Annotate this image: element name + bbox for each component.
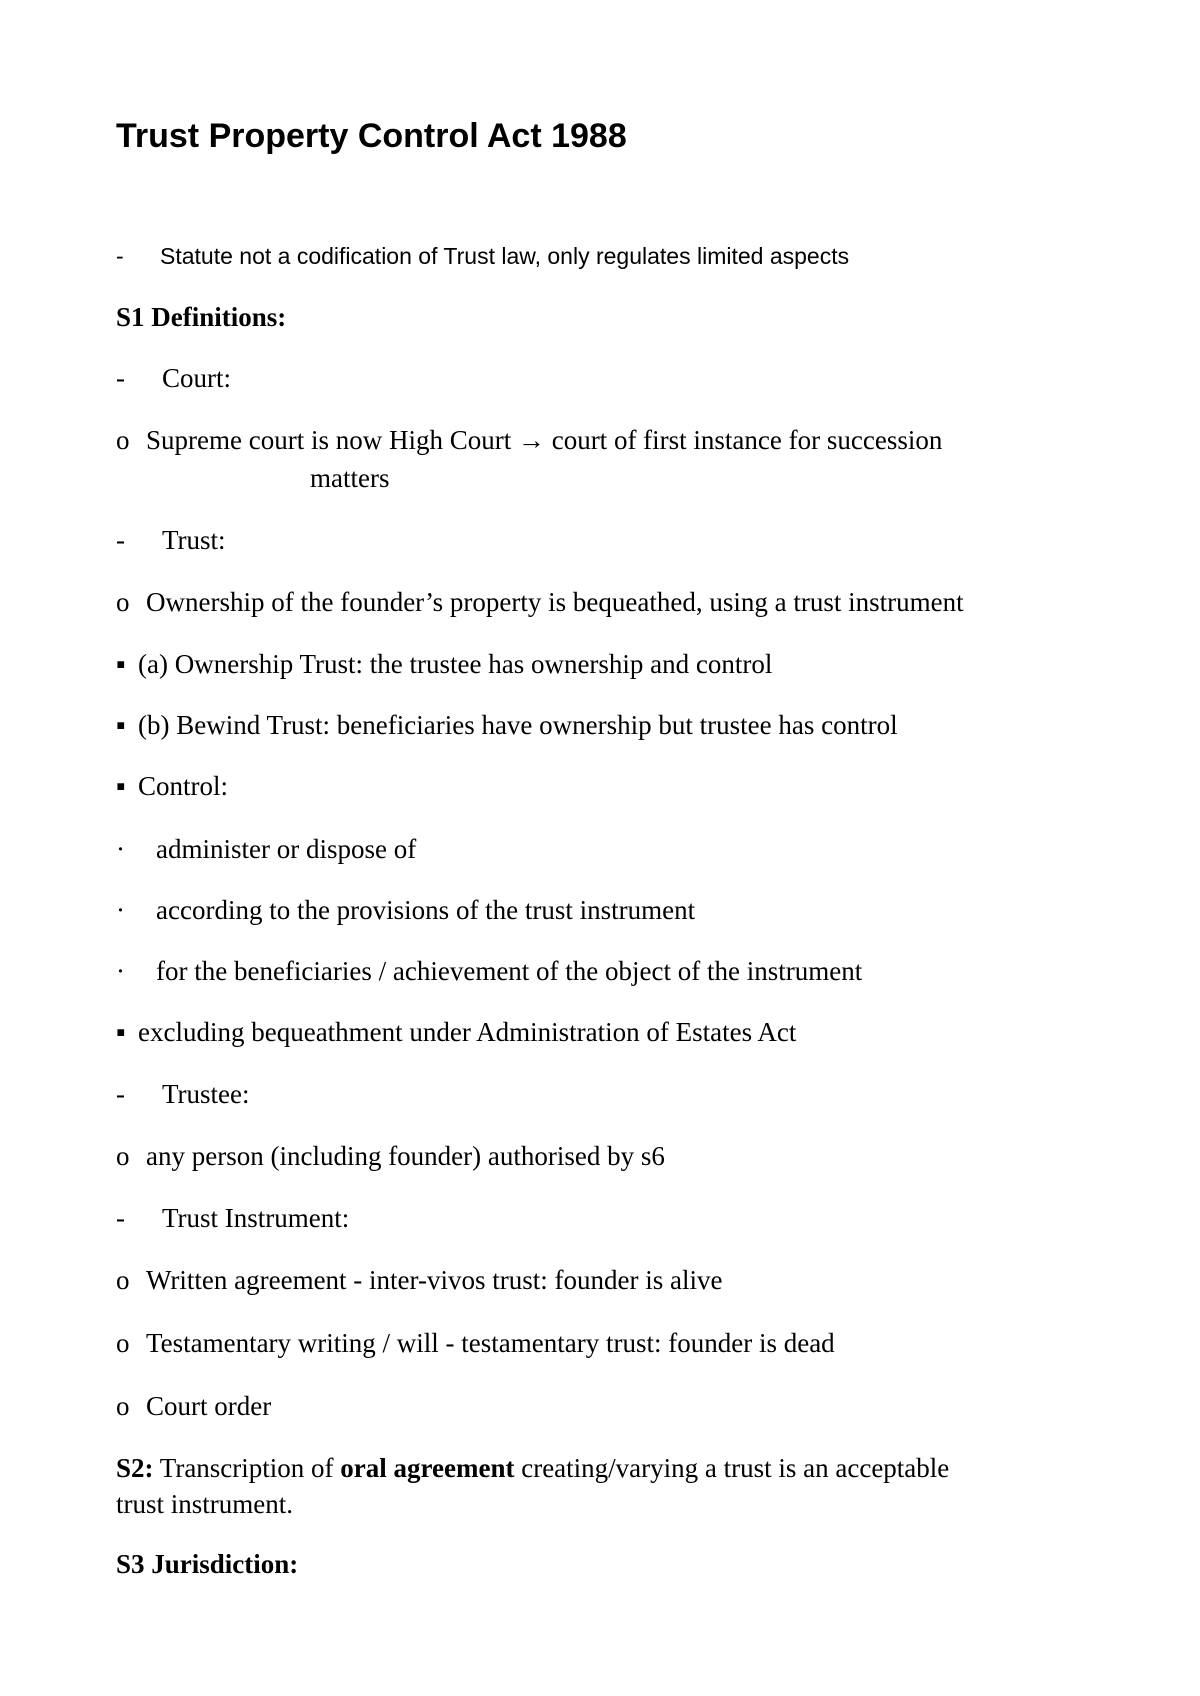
bullet-square: ▪	[116, 1017, 126, 1047]
excluding-text: excluding bequeathment under Administration of Estates Act	[138, 1017, 797, 1047]
list-item-trustee	[116, 1079, 250, 1110]
bullet-circle: o	[116, 1328, 130, 1358]
s1-heading: S1 Definitions:	[116, 302, 287, 332]
bullet-dash: -	[116, 243, 124, 269]
control-label: Control:	[138, 771, 229, 801]
list-item-excluding	[116, 1017, 796, 1048]
list-item-court-def	[116, 425, 942, 456]
list-item-trustee-def	[116, 1141, 665, 1172]
instrument-1: Written agreement - inter-vivos trust: founder is alive	[146, 1265, 723, 1295]
trustee-label: Trustee:	[162, 1079, 250, 1109]
bullet-square: ▪	[116, 710, 126, 740]
list-item-instrument-2	[116, 1328, 835, 1359]
bullet-dot: ·	[116, 895, 125, 925]
list-item-trust-b	[116, 710, 898, 741]
bullet-dash: -	[116, 525, 125, 555]
s2-text-before: Transcription of	[159, 1453, 334, 1483]
control-2: according to the provisions of the trust instrument	[156, 895, 696, 925]
instrument-label: Trust Instrument:	[162, 1203, 350, 1233]
bullet-square: ▪	[116, 771, 126, 801]
trust-a: (a) Ownership Trust: the trustee has ownership and control	[138, 649, 773, 679]
intro-text: Statute not a codification of Trust law, only regulates limited aspects	[160, 243, 850, 269]
list-item-instrument-3	[116, 1391, 271, 1422]
s3-heading: S3 Jurisdiction:	[116, 1549, 299, 1579]
trust-label: Trust:	[162, 525, 226, 555]
bullet-dash: -	[116, 363, 125, 393]
court-label: Court:	[162, 363, 232, 393]
list-item-trust-a	[116, 649, 772, 680]
list-item-control-1	[116, 834, 416, 865]
list-item-control-2	[116, 895, 695, 926]
trust-def: Ownership of the founder’s property is bequeathed, using a trust instrument	[146, 587, 964, 617]
bullet-circle: o	[116, 1265, 130, 1295]
bullet-square: ▪	[116, 649, 126, 679]
document-title: Trust Property Control Act 1988	[116, 117, 627, 155]
court-def-line1: Supreme court is now High Court → court of first instance for succession	[146, 425, 943, 455]
bullet-dot: ·	[116, 956, 125, 986]
bullet-dash: -	[116, 1203, 125, 1233]
bullet-circle: o	[116, 425, 130, 455]
trustee-def: any person (including founder) authorised by s6	[146, 1141, 665, 1171]
s2-label: S2:	[116, 1453, 154, 1483]
s2-paragraph-line2: trust instrument.	[116, 1489, 293, 1519]
control-1: administer or dispose of	[156, 834, 417, 864]
list-item-control-3	[116, 956, 862, 987]
intro-item	[116, 243, 849, 270]
list-item-instrument-1	[116, 1265, 722, 1296]
s2-bold-term: oral agreement	[340, 1453, 515, 1483]
control-3: for the beneficiaries / achievement of the object of the instrument	[156, 956, 863, 986]
instrument-2: Testamentary writing / will - testamentary trust: founder is dead	[146, 1328, 835, 1358]
instrument-3: Court order	[146, 1391, 272, 1421]
list-item-instrument	[116, 1203, 349, 1234]
list-item-control	[116, 771, 228, 802]
bullet-circle: o	[116, 1391, 130, 1421]
list-item-court	[116, 363, 231, 394]
s2-paragraph-line1	[116, 1453, 949, 1484]
bullet-circle: o	[116, 1141, 130, 1171]
court-def-line2: matters	[310, 463, 390, 493]
trust-b: (b) Bewind Trust: beneficiaries have ownership but trustee has control	[138, 710, 898, 740]
bullet-circle: o	[116, 587, 130, 617]
list-item-trust-def	[116, 587, 964, 618]
bullet-dot: ·	[116, 834, 125, 864]
bullet-dash: -	[116, 1079, 125, 1109]
s2-text-after: creating/varying a trust is an acceptable	[521, 1453, 950, 1483]
list-item-trust	[116, 525, 226, 556]
